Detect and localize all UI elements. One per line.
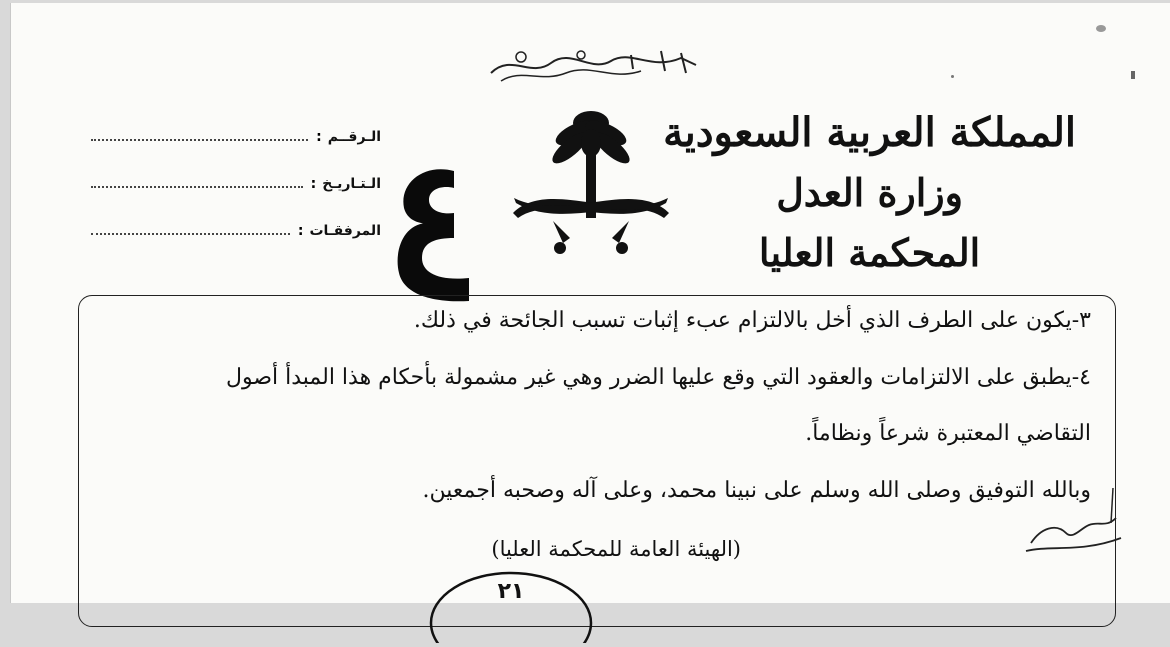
- field-date-colon: :: [310, 176, 317, 192]
- body-line-clause-4-cont: التقاضي المعتبرة شرعاً ونظاماً.: [805, 421, 1091, 446]
- scan-speck: [1131, 71, 1135, 79]
- signature-scribble: [1021, 483, 1131, 573]
- field-attachments-colon: :: [297, 223, 304, 239]
- emblem-palm-swords-icon: [508, 103, 674, 263]
- field-number-colon: :: [316, 129, 322, 145]
- field-date-label: الـتـاريـخ: [322, 176, 381, 192]
- field-number-label: الـرقــم: [327, 129, 381, 145]
- scan-speck: [951, 75, 954, 78]
- field-attachments-line: [91, 219, 290, 235]
- ministry-line-court: المحكمة العليا: [758, 230, 981, 275]
- field-number: [91, 125, 381, 172]
- ministry-title: [663, 103, 1076, 283]
- body-line-issuer: (الهيئة العامة للمحكمة العليا): [491, 537, 741, 561]
- document-page: [10, 3, 1170, 603]
- body-line-closing: وبالله التوفيق وصلى الله وسلم على نبينا محمد، وعلى آله وصحبه أجمعين.: [422, 478, 1091, 503]
- field-date-line: [91, 172, 303, 188]
- official-stamp: [426, 563, 596, 643]
- ministry-line-kingdom: المملكة العربية السعودية: [663, 109, 1076, 156]
- reference-fields: [91, 125, 381, 266]
- body-frame: [78, 295, 1116, 627]
- body-line-clause-4: ٤-يطبق على الالتزامات والعقود التي وقع عليها الضرر وهي غير مشمولة بأحكام هذا المبدأ أصول: [225, 365, 1091, 390]
- field-number-line: [91, 125, 308, 141]
- field-attachments: [91, 219, 381, 266]
- field-date: [91, 172, 381, 219]
- basmala-calligraphy: [481, 43, 711, 87]
- ministry-line-justice: وزارة العدل: [776, 170, 963, 215]
- page-number-marker: [394, 163, 474, 308]
- field-attachments-label: المرفقـات: [309, 223, 381, 239]
- stamp-number: ٢١: [497, 579, 525, 604]
- scan-speck: [1096, 25, 1106, 32]
- body-line-clause-3: ٣-يكون على الطرف الذي أخل بالالتزام عبء إثبات تسبب الجائحة في ذلك.: [413, 308, 1091, 333]
